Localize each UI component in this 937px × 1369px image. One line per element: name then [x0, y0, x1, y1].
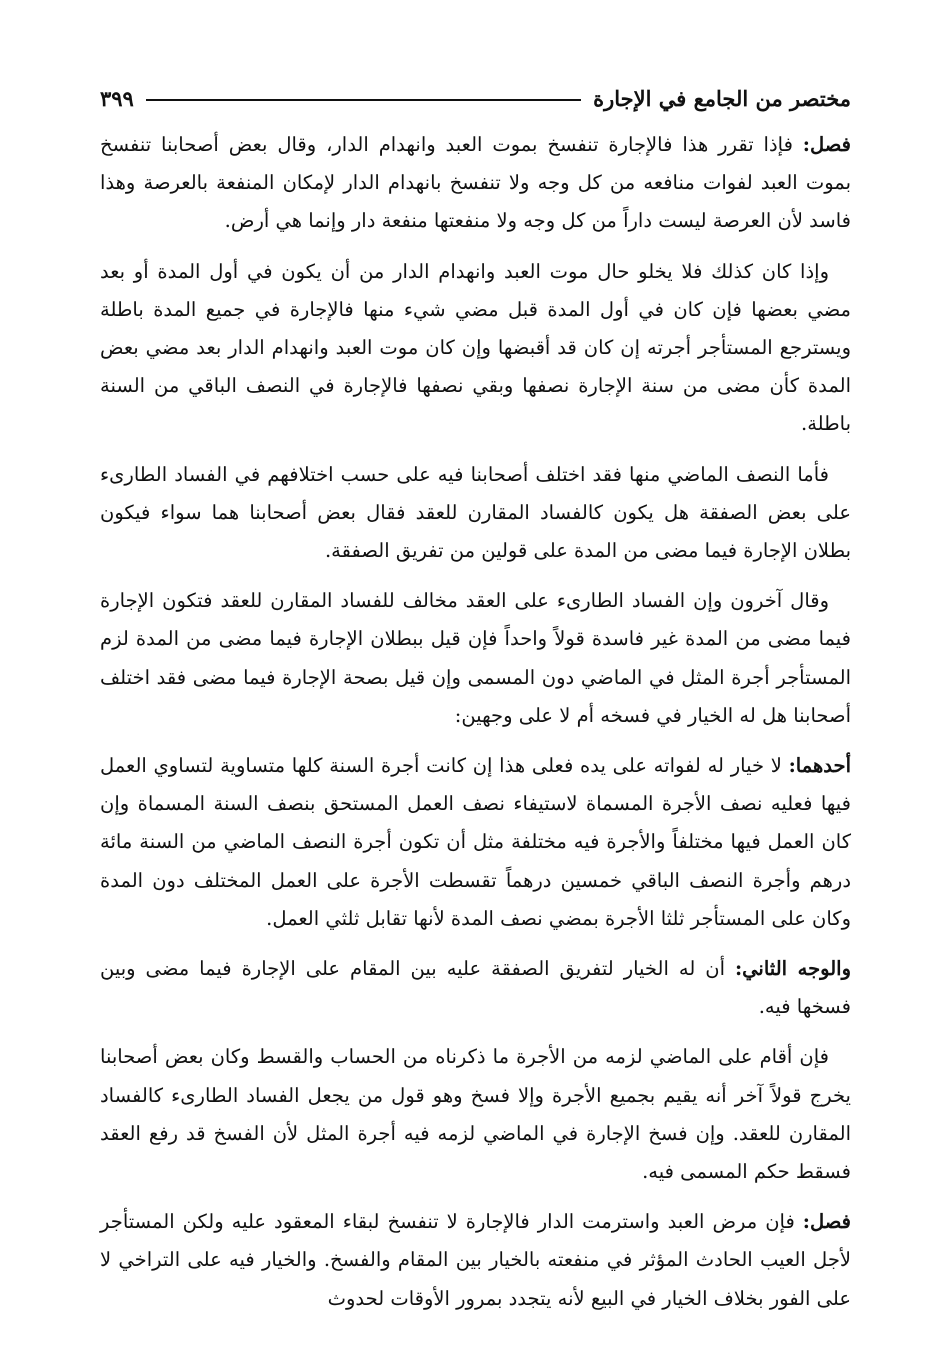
- running-header: [100, 78, 851, 118]
- paragraph-text: أن له الخيار لتفريق الصفقة عليه بين المقام على الإجارة فيما مضى وبين فسخها فيه.: [100, 957, 851, 1019]
- paragraph-text: لا خيار له لفواته على يده فعلى هذا إن كانت أجرة السنة كلها متساوية لتساوي العمل فيها فعليه نصف الأجرة المسماة لاستيفاء نصف العمل المستحق بنصف السنة المسماة وإن كان العمل فيها مختلفاً والأجرة فيه مختلفة مثل أن تكون أجرة النصف الماضي من السنة مائة درهم وأجرة النصف الباقي خمسين درهماً تقسطت الأجرة على العمل المختلف دون المدة وكان على المستأجر ثلثا الأجرة بمضي نصف المدة لأنها تقابل ثلثي العمل.: [100, 754, 851, 930]
- paragraph-8: [100, 1203, 851, 1318]
- header-title: مختصر من الجامع في الإجارة: [593, 85, 851, 111]
- paragraph-3: [100, 456, 851, 571]
- paragraph-text: فإن مرض العبد واسترمت الدار فالإجارة لا تنفسخ لبقاء المعقود عليه ولكن المستأجر لأجل العيب الحادث المؤثر في منفعته بالخيار بين المقام والفسخ. والخيار فيه على التراخي لا على الفور بخلاف الخيار في البيع لأنه يتجدد بمرور الأوقات لحدوث: [100, 1210, 851, 1310]
- body-text: [100, 126, 851, 1318]
- section-lead: أحدهما:: [788, 754, 851, 778]
- paragraph-text: فأما النصف الماضي منها فقد اختلف أصحابنا فيه على حسب اختلافهم في الفساد الطارىء على بعض الصفقة هل يكون كالفساد المقارن للعقد فقال بعض أصحابنا هما سواء فيكون بطلان الإجارة فيما مضى من المدة على قولين من تفريق الصفقة.: [100, 462, 851, 563]
- paragraph-4: [100, 582, 851, 735]
- paragraph-text: فإذا تقرر هذا فالإجارة تنفسخ بموت العبد وانهدام الدار، وقال بعض أصحابنا تنفسخ بموت العبد لفوات منافعه من كل وجه ولا تنفسخ بانهدام الدار لإمكان المنفعة بالعرصة وهذا فاسد لأن العرصة ليست داراً من كل وجه ولا منفعتها منفعة دار وإنما هي أرض.: [100, 133, 851, 233]
- section-lead: فصل:: [802, 133, 851, 156]
- paragraph-6: [100, 950, 851, 1026]
- paragraph-text: وإذا كان كذلك فلا يخلو حال موت العبد وانهدام الدار من أن يكون في أول المدة أو بعد مضي بعضها فإن كان في أول المدة قبل مضي شيء منها فالإجارة في جميع المدة باطلة ويسترجع المستأجر أجرته إن كان قد أقبضها وإن كان موت العبد وانهدام الدار بعد مضي بعض المدة كأن مضى من سنة الإجارة نصفها وبقي نصفها فالإجارة في النصف الباقي من السنة باطلة.: [100, 259, 851, 436]
- paragraph-1: [100, 126, 851, 241]
- section-lead: والوجه الثاني:: [734, 957, 851, 981]
- paragraph-text: فإن أقام على الماضي لزمه من الأجرة ما ذكرناه من الحساب والقسط وكان بعض أصحابنا يخرج قولاً آخر أنه يقيم بجميع الأجرة وإلا فسخ وهو قول من يجعل الفساد الطارىء كالفساد المقارن للعقد. وإن فسخ الإجارة في الماضي لزمه فيه أجرة المثل لأن الفسخ قد رفع العقد فسقط حكم المسمى فيه.: [100, 1045, 851, 1184]
- section-lead: فصل:: [802, 1210, 851, 1234]
- page-number: ٣٩٩: [100, 85, 134, 111]
- header-rule: [146, 99, 581, 101]
- paragraph-text: وقال آخرون وإن الفساد الطارىء على العقد مخالف للفساد المقارن للعقد فتكون الإجارة فيما مضى من المدة غير فاسدة قولاً واحداً فإن قيل ببطلان الإجارة فيما مضى من المدة لزم المستأجر أجرة المثل في الماضي دون المسمى وإن قيل بصحة الإجارة فيما مضى فقد اختلف أصحابنا هل له الخيار في فسخه أم لا على وجهين:: [100, 589, 851, 727]
- paragraph-2: [100, 253, 851, 444]
- paragraph-5: [100, 747, 851, 938]
- paragraph-7: [100, 1038, 851, 1191]
